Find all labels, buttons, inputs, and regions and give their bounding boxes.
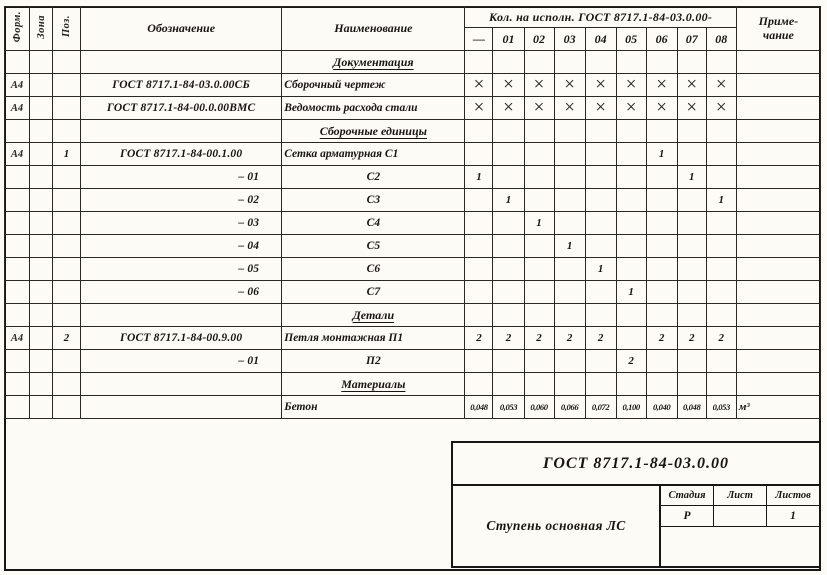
name-cell: Бетон	[282, 396, 465, 419]
note-cell	[736, 212, 820, 235]
qty-cell-01	[493, 304, 524, 327]
position-cell	[53, 51, 81, 74]
qty-cell-08	[706, 304, 736, 327]
qty-cell-—: ×	[465, 97, 493, 120]
qty-cell-06	[646, 51, 677, 74]
qty-cell-06	[646, 120, 677, 143]
spec-table	[4, 6, 821, 419]
qty-cell-04	[585, 281, 616, 304]
qty-cell-03	[554, 166, 585, 189]
column-header-zone	[30, 7, 53, 51]
table-row	[5, 350, 821, 373]
table-row	[5, 327, 821, 350]
format-cell	[5, 396, 30, 419]
name-cell: С6	[282, 258, 465, 281]
qty-cell-06: 0,040	[646, 396, 677, 419]
document-number: ГОСТ 8717.1-84-03.0.00	[453, 443, 819, 486]
zone-cell	[30, 189, 53, 212]
qty-cell-—	[465, 373, 493, 396]
name-cell: С3	[282, 189, 465, 212]
qty-cell-—	[465, 281, 493, 304]
qty-cell-08	[706, 258, 736, 281]
title-block	[451, 441, 821, 568]
position-cell	[53, 189, 81, 212]
qty-cell-05: 1	[616, 281, 646, 304]
qty-cell-02	[524, 304, 554, 327]
name-cell: С2	[282, 166, 465, 189]
stage-label: Стадия	[661, 486, 714, 505]
qty-cell-05	[616, 327, 646, 350]
name-cell: С5	[282, 235, 465, 258]
zone-cell	[30, 74, 53, 97]
qty-cell-05	[616, 258, 646, 281]
qty-cell-01	[493, 120, 524, 143]
sheets-label: Листов	[775, 490, 811, 501]
qty-cell-06	[646, 304, 677, 327]
qty-cell-07	[677, 120, 706, 143]
sheet-value	[714, 506, 767, 526]
format-cell	[5, 212, 30, 235]
stage-sheet-empty-area	[661, 527, 819, 566]
qty-cell-01: ×	[493, 97, 524, 120]
designation-cell: ГОСТ 8717.1-84-03.0.00СБ	[81, 74, 282, 97]
column-header-qty-group: Кол. на исполн. ГОСТ 8717.1-84-03.0.00-	[465, 7, 736, 28]
designation-cell: – 05	[81, 258, 282, 281]
position-cell	[53, 350, 81, 373]
qty-cell-01	[493, 212, 524, 235]
format-cell	[5, 120, 30, 143]
qty-cell-08: 1	[706, 189, 736, 212]
position-cell	[53, 258, 81, 281]
qty-cell-06	[646, 258, 677, 281]
qty-cell-02	[524, 373, 554, 396]
section-title-cell: Детали	[282, 304, 465, 327]
qty-cell-04	[585, 51, 616, 74]
zone-cell	[30, 327, 53, 350]
variant-header-05: 05	[616, 28, 646, 51]
qty-cell-04	[585, 143, 616, 166]
section-title-cell: Документация	[282, 51, 465, 74]
note-cell	[736, 74, 820, 97]
qty-cell-—: 1	[465, 166, 493, 189]
table-row	[5, 258, 821, 281]
column-header-format-label: Форм.	[11, 10, 23, 43]
qty-cell-05	[616, 189, 646, 212]
qty-cell-08	[706, 51, 736, 74]
zone-cell	[30, 97, 53, 120]
qty-cell-02	[524, 281, 554, 304]
position-cell	[53, 74, 81, 97]
section-row	[5, 304, 821, 327]
qty-cell-06	[646, 281, 677, 304]
qty-cell-—	[465, 304, 493, 327]
qty-cell-06: 1	[646, 143, 677, 166]
name-cell: Сборочный чертеж	[282, 74, 465, 97]
qty-cell-—	[465, 258, 493, 281]
table-row	[5, 97, 821, 120]
section-row	[5, 120, 821, 143]
note-cell	[736, 120, 820, 143]
variant-header-04: 04	[585, 28, 616, 51]
name-cell: Ведомость расхода стали	[282, 97, 465, 120]
qty-cell-08: ×	[706, 97, 736, 120]
column-header-name: Наименование	[282, 7, 465, 51]
qty-cell-05: ×	[616, 97, 646, 120]
sheets-value: 1	[790, 510, 796, 522]
designation-cell: – 03	[81, 212, 282, 235]
qty-cell-02: 0,060	[524, 396, 554, 419]
table-row	[5, 166, 821, 189]
table-row	[5, 235, 821, 258]
qty-cell-—	[465, 51, 493, 74]
variant-header-01: 01	[493, 28, 524, 51]
qty-cell-03	[554, 281, 585, 304]
designation-cell: ГОСТ 8717.1-84-00.9.00	[81, 327, 282, 350]
position-cell	[53, 281, 81, 304]
qty-cell-—	[465, 212, 493, 235]
zone-cell	[30, 304, 53, 327]
qty-cell-04	[585, 212, 616, 235]
qty-cell-03	[554, 189, 585, 212]
zone-cell	[30, 51, 53, 74]
qty-cell-07	[677, 304, 706, 327]
qty-cell-07	[677, 258, 706, 281]
qty-cell-02	[524, 166, 554, 189]
stage-sheet-values-row	[661, 506, 819, 527]
qty-cell-08: 0,053	[706, 396, 736, 419]
qty-cell-05	[616, 212, 646, 235]
variant-header-02: 02	[524, 28, 554, 51]
section-row	[5, 373, 821, 396]
qty-cell-08	[706, 373, 736, 396]
qty-cell-02	[524, 235, 554, 258]
qty-cell-04	[585, 304, 616, 327]
position-cell	[53, 235, 81, 258]
name-cell: П2	[282, 350, 465, 373]
format-cell	[5, 189, 30, 212]
variant-header-base: —	[465, 28, 493, 51]
position-cell: 2	[53, 327, 81, 350]
format-cell	[5, 166, 30, 189]
qty-cell-04: ×	[585, 97, 616, 120]
qty-cell-07: ×	[677, 74, 706, 97]
qty-cell-02	[524, 258, 554, 281]
zone-cell	[30, 120, 53, 143]
zone-cell	[30, 281, 53, 304]
designation-cell: – 02	[81, 189, 282, 212]
column-header-designation: Обозначение	[81, 7, 282, 51]
qty-cell-08	[706, 166, 736, 189]
position-cell: 1	[53, 143, 81, 166]
note-header-line2: чание	[762, 27, 794, 42]
title-block-lower	[453, 486, 819, 566]
qty-cell-03	[554, 258, 585, 281]
section-row	[5, 51, 821, 74]
qty-cell-03: 0,066	[554, 396, 585, 419]
position-cell	[53, 373, 81, 396]
qty-cell-05	[616, 51, 646, 74]
qty-cell-03	[554, 350, 585, 373]
table-body	[5, 51, 821, 419]
qty-cell-—: 2	[465, 327, 493, 350]
qty-cell-—	[465, 189, 493, 212]
variant-header-03: 03	[554, 28, 585, 51]
qty-cell-05	[616, 304, 646, 327]
qty-cell-—	[465, 143, 493, 166]
qty-cell-03	[554, 51, 585, 74]
note-cell	[736, 373, 820, 396]
qty-cell-01	[493, 143, 524, 166]
qty-cell-04	[585, 189, 616, 212]
zone-cell	[30, 235, 53, 258]
qty-cell-01	[493, 373, 524, 396]
qty-cell-05: ×	[616, 74, 646, 97]
qty-cell-08	[706, 281, 736, 304]
zone-cell	[30, 258, 53, 281]
designation-cell: ГОСТ 8717.1-84-00.1.00	[81, 143, 282, 166]
designation-cell	[81, 51, 282, 74]
qty-cell-01: ×	[493, 74, 524, 97]
qty-cell-08: 2	[706, 327, 736, 350]
designation-cell	[81, 396, 282, 419]
format-cell: А4	[5, 97, 30, 120]
qty-cell-08	[706, 143, 736, 166]
qty-cell-04: ×	[585, 74, 616, 97]
qty-cell-02: 2	[524, 327, 554, 350]
table-row	[5, 143, 821, 166]
qty-cell-02: ×	[524, 74, 554, 97]
zone-cell	[30, 143, 53, 166]
qty-cell-06: 2	[646, 327, 677, 350]
qty-cell-01	[493, 281, 524, 304]
qty-cell-05	[616, 235, 646, 258]
format-cell: А4	[5, 143, 30, 166]
column-header-zone-label: Зона	[35, 14, 47, 39]
name-cell: Петля монтажная П1	[282, 327, 465, 350]
qty-cell-—: ×	[465, 74, 493, 97]
qty-cell-01: 2	[493, 327, 524, 350]
designation-cell: – 01	[81, 166, 282, 189]
format-cell	[5, 350, 30, 373]
stage-sheet-grid	[661, 486, 819, 566]
qty-cell-06	[646, 212, 677, 235]
note-cell	[736, 304, 820, 327]
qty-cell-05	[616, 143, 646, 166]
format-cell	[5, 304, 30, 327]
variant-header-06: 06	[646, 28, 677, 51]
qty-cell-04: 1	[585, 258, 616, 281]
qty-cell-07: ×	[677, 97, 706, 120]
zone-cell	[30, 373, 53, 396]
designation-cell: – 01	[81, 350, 282, 373]
qty-cell-07: 2	[677, 327, 706, 350]
zone-cell	[30, 212, 53, 235]
section-title-cell: Материалы	[282, 373, 465, 396]
qty-cell-02: 1	[524, 212, 554, 235]
qty-cell-06	[646, 350, 677, 373]
designation-cell	[81, 373, 282, 396]
note-header-line1: Приме-	[758, 14, 799, 29]
qty-cell-01	[493, 235, 524, 258]
position-cell	[53, 97, 81, 120]
qty-cell-01: 0,053	[493, 396, 524, 419]
qty-cell-04: 2	[585, 327, 616, 350]
qty-cell-08	[706, 235, 736, 258]
qty-cell-06: ×	[646, 97, 677, 120]
table-row	[5, 281, 821, 304]
qty-cell-07	[677, 281, 706, 304]
designation-cell	[81, 304, 282, 327]
qty-cell-08	[706, 212, 736, 235]
position-cell	[53, 166, 81, 189]
qty-cell-01	[493, 350, 524, 373]
qty-cell-08: ×	[706, 74, 736, 97]
stage-sheet-labels-row	[661, 486, 819, 506]
qty-cell-03	[554, 120, 585, 143]
qty-cell-02	[524, 350, 554, 373]
qty-cell-02	[524, 120, 554, 143]
note-cell	[736, 281, 820, 304]
format-cell	[5, 235, 30, 258]
format-cell	[5, 281, 30, 304]
qty-cell-07	[677, 235, 706, 258]
designation-cell: – 04	[81, 235, 282, 258]
qty-cell-08	[706, 350, 736, 373]
table-row	[5, 74, 821, 97]
qty-cell-—	[465, 350, 493, 373]
name-cell: С7	[282, 281, 465, 304]
qty-cell-07	[677, 51, 706, 74]
qty-cell-04	[585, 235, 616, 258]
qty-cell-—: 0,048	[465, 396, 493, 419]
qty-cell-06	[646, 189, 677, 212]
qty-cell-03: ×	[554, 97, 585, 120]
table-header	[5, 7, 821, 51]
column-header-position-label: Поз.	[61, 15, 73, 38]
qty-cell-—	[465, 235, 493, 258]
qty-cell-03	[554, 212, 585, 235]
qty-cell-06	[646, 373, 677, 396]
qty-cell-01	[493, 51, 524, 74]
column-header-position	[53, 7, 81, 51]
table-row	[5, 396, 821, 419]
designation-cell: ГОСТ 8717.1-84-00.0.00ВМС	[81, 97, 282, 120]
table-row	[5, 212, 821, 235]
qty-cell-03	[554, 143, 585, 166]
qty-cell-02	[524, 143, 554, 166]
section-title-cell: Сборочные единицы	[282, 120, 465, 143]
qty-cell-05	[616, 373, 646, 396]
qty-cell-04	[585, 166, 616, 189]
table-row	[5, 189, 821, 212]
note-cell	[736, 51, 820, 74]
note-cell	[736, 189, 820, 212]
qty-cell-03: 2	[554, 327, 585, 350]
name-cell: Сетка арматурная С1	[282, 143, 465, 166]
qty-cell-07	[677, 143, 706, 166]
note-cell	[736, 327, 820, 350]
column-header-note	[736, 7, 820, 51]
qty-cell-03: ×	[554, 74, 585, 97]
qty-cell-05	[616, 166, 646, 189]
position-cell	[53, 212, 81, 235]
note-cell	[736, 166, 820, 189]
qty-cell-06: ×	[646, 74, 677, 97]
zone-cell	[30, 396, 53, 419]
note-cell	[736, 258, 820, 281]
designation-cell: – 06	[81, 281, 282, 304]
qty-cell-06	[646, 166, 677, 189]
note-cell	[736, 350, 820, 373]
qty-cell-07: 1	[677, 166, 706, 189]
qty-cell-04: 0,072	[585, 396, 616, 419]
qty-cell-07	[677, 350, 706, 373]
qty-cell-06	[646, 235, 677, 258]
zone-cell	[30, 166, 53, 189]
qty-cell-05	[616, 120, 646, 143]
qty-cell-03: 1	[554, 235, 585, 258]
format-cell	[5, 373, 30, 396]
qty-cell-07	[677, 373, 706, 396]
variant-header-07: 07	[677, 28, 706, 51]
qty-cell-07	[677, 212, 706, 235]
qty-cell-01	[493, 166, 524, 189]
qty-cell-01	[493, 258, 524, 281]
qty-cell-05: 0,100	[616, 396, 646, 419]
zone-cell	[30, 350, 53, 373]
format-cell	[5, 51, 30, 74]
qty-cell-04	[585, 373, 616, 396]
qty-cell-—	[465, 120, 493, 143]
qty-cell-08	[706, 120, 736, 143]
format-cell: А4	[5, 74, 30, 97]
document-title: Ступень основная ЛС	[453, 486, 661, 566]
position-cell	[53, 120, 81, 143]
format-cell: А4	[5, 327, 30, 350]
qty-cell-04	[585, 120, 616, 143]
qty-cell-04	[585, 350, 616, 373]
designation-cell	[81, 120, 282, 143]
qty-cell-02: ×	[524, 97, 554, 120]
name-cell: С4	[282, 212, 465, 235]
qty-cell-02	[524, 189, 554, 212]
qty-cell-03	[554, 304, 585, 327]
variant-header-08: 08	[706, 28, 736, 51]
position-cell	[53, 396, 81, 419]
sheet-label: Лист	[714, 486, 767, 505]
note-cell	[736, 143, 820, 166]
qty-cell-01: 1	[493, 189, 524, 212]
qty-cell-07	[677, 189, 706, 212]
note-cell	[736, 97, 820, 120]
note-cell: м³	[736, 396, 820, 419]
qty-cell-05: 2	[616, 350, 646, 373]
note-cell	[736, 235, 820, 258]
format-cell	[5, 258, 30, 281]
qty-cell-07: 0,048	[677, 396, 706, 419]
qty-cell-03	[554, 373, 585, 396]
position-cell	[53, 304, 81, 327]
stage-value: Р	[661, 506, 714, 526]
qty-cell-02	[524, 51, 554, 74]
column-header-format	[5, 7, 30, 51]
